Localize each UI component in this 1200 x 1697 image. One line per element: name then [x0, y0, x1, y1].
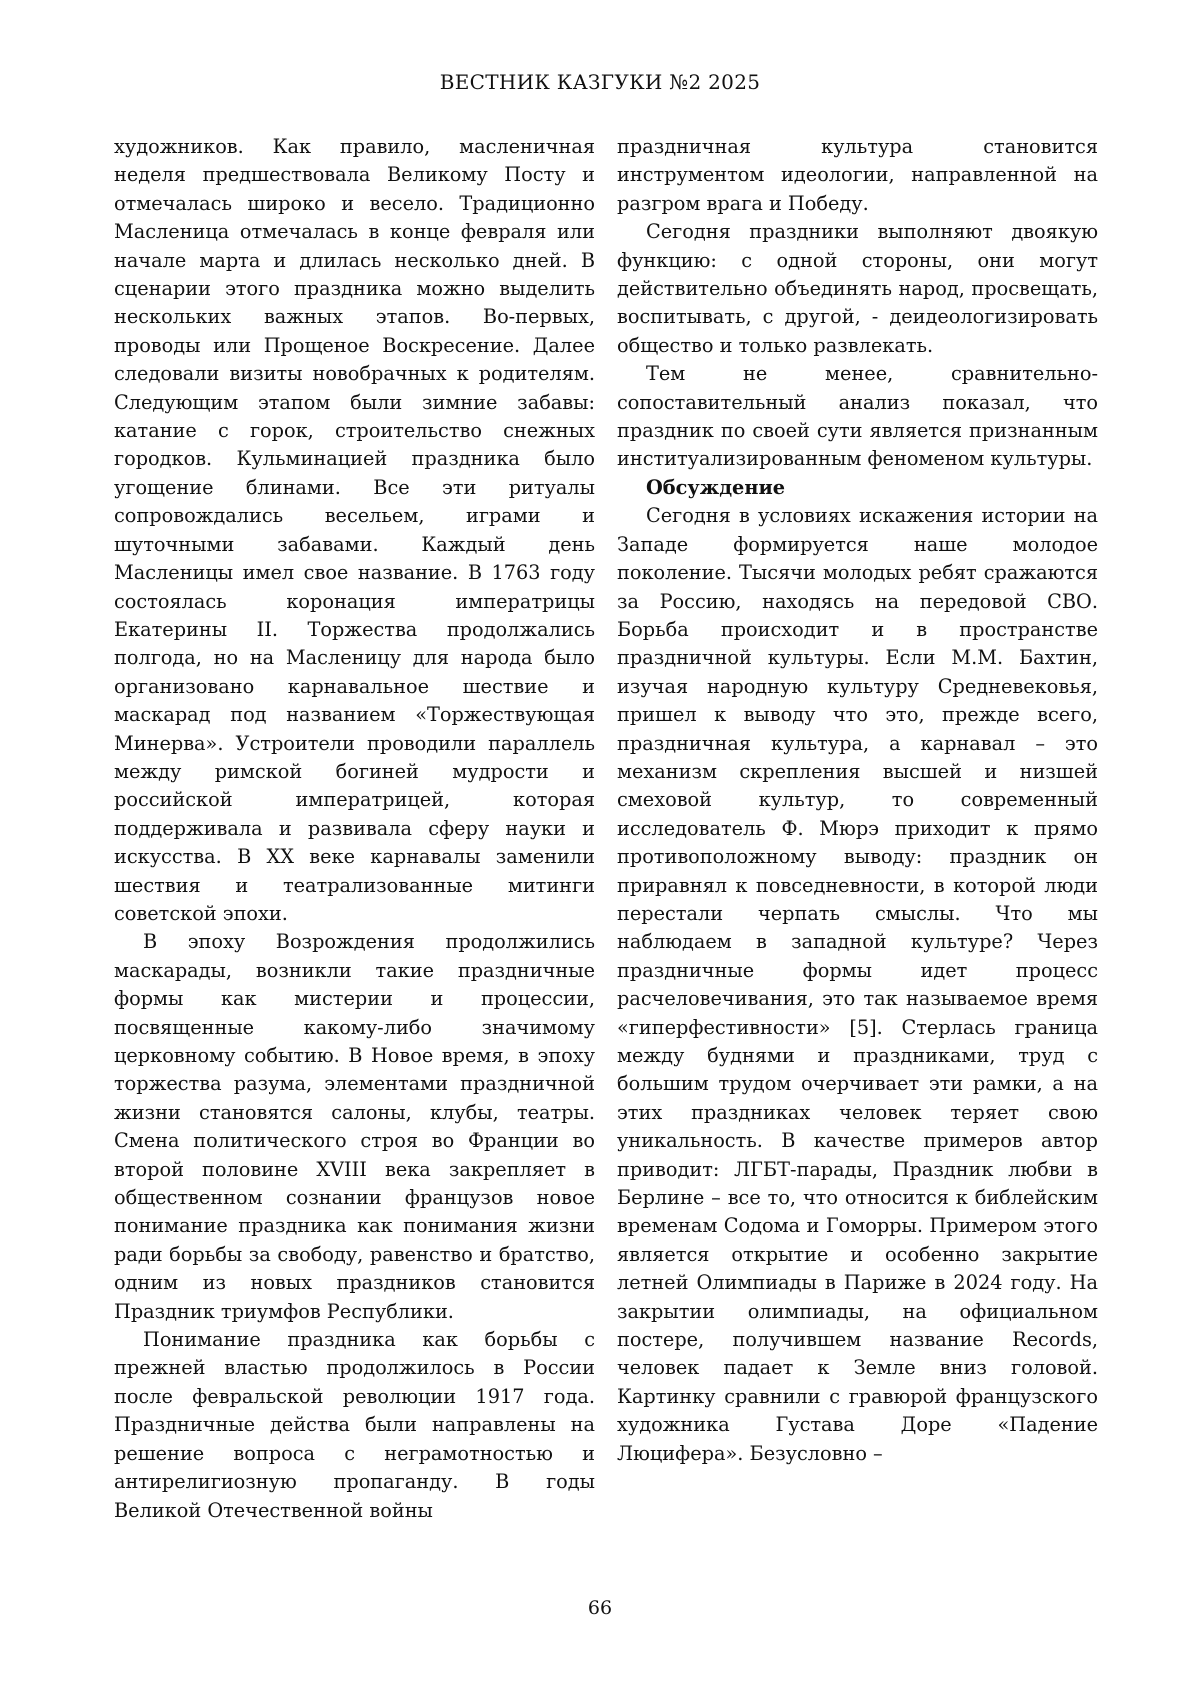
paragraph-analysis: Тем не менее, сравнительно-сопоставительный анализ показал, что праздник по своей сути является признанным институализированным феноменом культуры. — [617, 362, 1098, 471]
paragraph-revolution: Понимание праздника как борьбы с прежней властью продолжилось в России после февральской революции 1917 года. Праздничные действа были направлены на решение вопроса с неграмотностью и антирелигиозную пропаганду. В годы Великой Отечественной войны — [114, 1328, 595, 1522]
left-column — [114, 133, 595, 1525]
paragraph-continuation-right: праздничная культура становится инструментом идеологии, направленной на разгром врага и Победу. — [617, 135, 1098, 215]
section-heading-discussion: Обсуждение — [646, 475, 786, 499]
right-column — [617, 133, 1098, 1468]
paragraph-continuation: художников. Как правило, масленичная неделя предшествовала Великому Посту и отмечалась широко и весело. Традиционно Масленица отмечалась в конце февраля или начале марта и длилась несколько дней. В сценарии этого праздника можно выделить нескольких важных этапов. Во-первых, проводы или Прощеное Воскресение. Далее следовали визиты новобрачных к родителям. Следующим этапом были зимние забавы: катание с горок, строительство снежных городков. Кульминацией праздника было угощение блинами. Все эти ритуалы сопровождались весельем, играми и шуточными забавами. Каждый день Масленицы имел свое название. В 1763 году состоялась коронация императрицы Екатерины II. Торжества продолжались полгода, но на Масленицу для народа было организовано карнавальное шествие и маскарад под названием «Торжествующая Минерва». Устроители проводили параллель между римской богиней мудрости и российской императрицей, которая поддерживала и развивала сферу науки и искусства. В XX веке карнавалы заменили шествия и театрализованные митинги советской эпохи. — [114, 135, 595, 925]
paragraph-renaissance: В эпоху Возрождения продолжились маскарады, возникли такие праздничные формы как мистерии и процессии, посвященные какому-либо значимому церковному событию. В Новое время, в эпоху торжества разума, элементами праздничной жизни становятся салоны, клубы, театры. Смена политического строя во Франции во второй половине XVIII века закрепляет в общественном сознании французов новое понимание праздника как понимания жизни ради борьбы за свободу, равенство и братство, одним из новых праздников становится Праздник триумфов Республики. — [114, 930, 595, 1323]
page-number: 66 — [587, 1597, 613, 1619]
paragraph-functions: Сегодня праздники выполняют двоякую функцию: с одной стороны, они могут действительно объединять народ, просвещать, воспитывать, с другой, - деидеологизировать общество и только развлекать. — [617, 220, 1098, 357]
running-head: ВЕСТНИК КАЗГУКИ №2 2025 — [439, 70, 761, 94]
paragraph-discussion: Сегодня в условиях искажения истории на Западе формируется наше молодое поколение. Тысячи молодых ребят сражаются за Россию, находясь на передовой СВО. Борьба происходит и в пространстве праздничной культуры. Если М.М. Бахтин, изучая народную культуру Средневековья, пришел к выводу что это, прежде всего, праздничная культура, а карнавал – это механизм скрепления высшей и низшей смеховой культур, то современный исследователь Ф. Мюрэ приходит к прямо противоположному выводу: праздник он приравнял к повседневности, в которой люди перестали черпать смыслы. Что мы наблюдаем в западной культуре? Через праздничные формы идет процесс расчеловечивания, это так называемое время «гиперфестивности» [5]. Стерлась граница между буднями и праздниками, труд с большим трудом очерчивает эти рамки, а на этих праздниках человек теряет свою уникальность. В качестве примеров автор приводит: ЛГБТ-парады, Праздник любви в Берлине – все то, что относится к библейским временам Содома и Гоморры. Примером этого является открытие и особенно закрытие летней Олимпиады в Париже в 2024 году. На закрытии олимпиады, на официальном постере, получившем название Records, человек падает к Земле вниз головой. Картинку сравнили с гравюрой французского художника Густава Доре «Падение Люцифера». Безусловно – — [617, 504, 1098, 1465]
